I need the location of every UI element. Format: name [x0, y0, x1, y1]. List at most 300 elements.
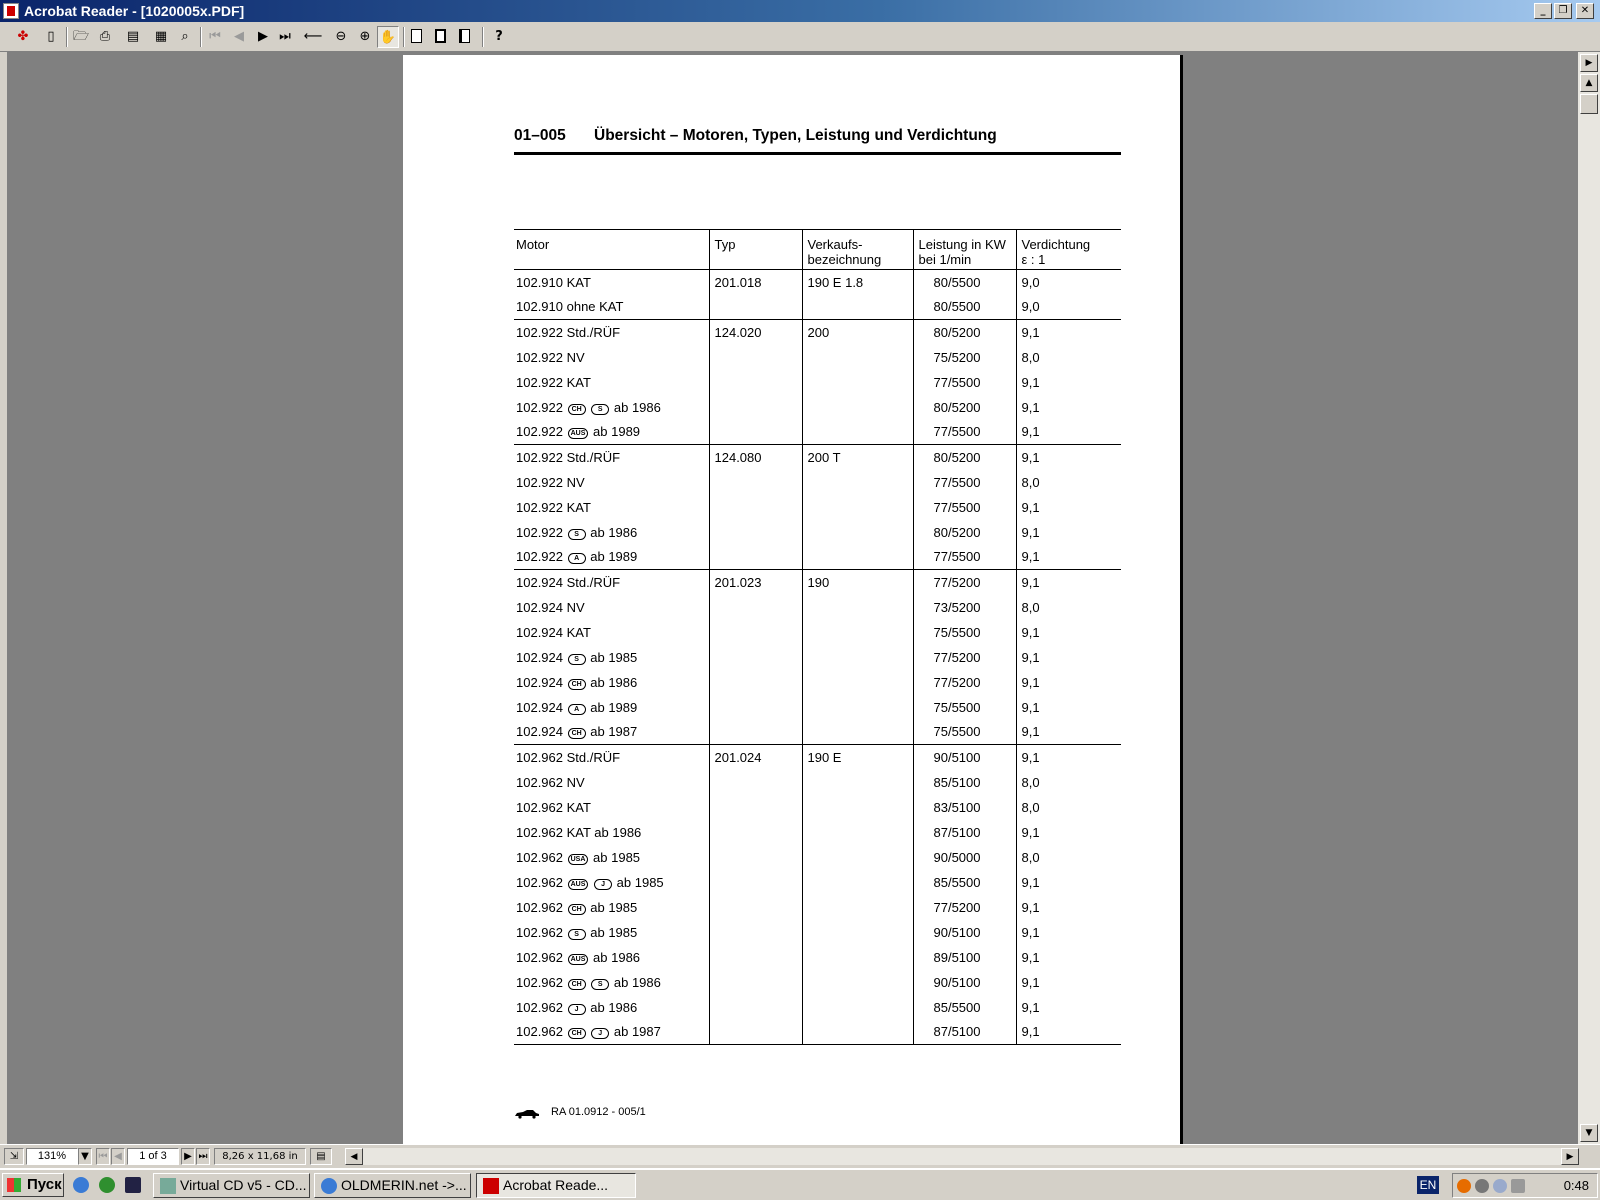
cell-leistung: 77/5500 — [913, 545, 1016, 570]
next-page-icon[interactable]: ▶ — [258, 29, 268, 44]
quicklaunch-browser-icon[interactable] — [99, 1177, 115, 1193]
motor-text: 102.962 Std./RÜF — [516, 749, 621, 765]
cell-leistung: 75/5500 — [913, 695, 1016, 720]
cell-verdichtung: 9,1 — [1016, 1020, 1121, 1045]
cell-verdichtung: 9,1 — [1016, 695, 1121, 720]
cell-verdichtung: 9,1 — [1016, 645, 1121, 670]
expand-pane-icon[interactable]: ▶ — [1580, 54, 1598, 72]
table-row — [514, 920, 1121, 945]
cell-typ — [709, 970, 802, 995]
cell-bezeichnung — [802, 520, 913, 545]
year-suffix: ab 1985 — [590, 649, 638, 665]
motor-text: 102.924 Std./RÜF — [516, 574, 621, 590]
year-suffix: ab 1987 — [613, 1024, 661, 1040]
cell-typ: 201.018 — [709, 270, 802, 295]
table-row — [514, 1020, 1121, 1045]
cell-typ — [709, 770, 802, 795]
tray-app-icon[interactable] — [1475, 1179, 1489, 1193]
cell-motor — [514, 670, 709, 695]
task-label: OLDMERIN.net ->... — [341, 1177, 467, 1193]
table-row — [514, 420, 1121, 445]
country-badge: AUS — [568, 954, 589, 965]
cell-verdichtung: 9,1 — [1016, 945, 1121, 970]
cell-motor — [514, 620, 709, 645]
motor-text: 102.922 — [516, 399, 563, 415]
cell-typ — [709, 420, 802, 445]
cell-verdichtung: 9,1 — [1016, 545, 1121, 570]
year-suffix: ab 1985 — [616, 874, 664, 890]
cell-leistung: 77/5200 — [913, 570, 1016, 595]
cell-verdichtung: 9,1 — [1016, 370, 1121, 395]
country-badge: J — [568, 1004, 586, 1015]
cell-motor — [514, 845, 709, 870]
last-page-icon[interactable]: ⏭ — [279, 29, 291, 44]
table-row — [514, 770, 1121, 795]
language-indicator[interactable]: EN — [1417, 1176, 1439, 1194]
scroll-thumb[interactable] — [1580, 94, 1598, 114]
cell-typ — [709, 720, 802, 745]
motor-text: 102.924 — [516, 724, 563, 740]
car-icon — [514, 1109, 540, 1119]
cell-typ — [709, 645, 802, 670]
quicklaunch-ie-icon[interactable] — [73, 1177, 89, 1193]
cell-typ — [709, 895, 802, 920]
section-code: 01–005 — [514, 127, 566, 144]
table-row — [514, 670, 1121, 695]
table-row — [514, 945, 1121, 970]
country-badge: S — [568, 929, 586, 940]
cell-motor — [514, 995, 709, 1020]
table-row — [514, 745, 1121, 770]
motor-text: 102.922 Std./RÜF — [516, 449, 621, 465]
cell-motor — [514, 345, 709, 370]
engine-table — [514, 229, 1121, 1045]
table-row — [514, 570, 1121, 595]
cell-typ — [709, 695, 802, 720]
previous-page-icon[interactable]: ◀ — [234, 29, 244, 44]
motor-text: 102.910 ohne KAT — [516, 299, 624, 315]
cell-leistung: 85/5500 — [913, 995, 1016, 1020]
year-suffix: ab 1986 — [590, 524, 638, 540]
cell-verdichtung: 9,1 — [1016, 620, 1121, 645]
acrobat-icon — [483, 1178, 499, 1194]
cell-bezeichnung — [802, 370, 913, 395]
cell-verdichtung: 9,1 — [1016, 895, 1121, 920]
toolbar-separator — [403, 27, 405, 47]
first-page-icon[interactable]: ⏮ — [209, 29, 221, 44]
cell-bezeichnung — [802, 545, 913, 570]
cell-bezeichnung: 200 T — [802, 445, 913, 470]
cell-verdichtung: 9,1 — [1016, 570, 1121, 595]
cell-motor — [514, 720, 709, 745]
cell-verdichtung: 9,1 — [1016, 670, 1121, 695]
cell-motor — [514, 595, 709, 620]
column-header-leistung: Leistung in KW bei 1/min — [913, 230, 1016, 270]
cell-leistung: 87/5100 — [913, 820, 1016, 845]
cell-leistung: 77/5200 — [913, 645, 1016, 670]
country-badge: S — [591, 979, 609, 990]
toolbar-separator — [66, 27, 68, 47]
cell-motor — [514, 1020, 709, 1045]
motor-text: 102.962 — [516, 899, 563, 915]
cell-verdichtung: 9,0 — [1016, 295, 1121, 320]
cell-typ — [709, 595, 802, 620]
status-next-page-icon[interactable]: ▶ — [181, 1148, 195, 1165]
status-last-page-icon[interactable]: ⏭ — [196, 1148, 210, 1165]
cell-bezeichnung — [802, 870, 913, 895]
cell-typ: 201.023 — [709, 570, 802, 595]
scroll-down-icon[interactable]: ▼ — [1580, 1124, 1598, 1142]
motor-text: 102.924 — [516, 674, 563, 690]
cell-verdichtung: 9,1 — [1016, 420, 1121, 445]
cell-typ — [709, 395, 802, 420]
fit-page-icon[interactable] — [430, 26, 452, 48]
cell-leistung: 89/5100 — [913, 945, 1016, 970]
motor-text: 102.924 NV — [516, 599, 585, 615]
cell-leistung: 77/5200 — [913, 670, 1016, 695]
cell-verdichtung: 9,1 — [1016, 445, 1121, 470]
status-first-page-icon[interactable]: ⏮ — [96, 1148, 110, 1165]
cell-verdichtung: 9,1 — [1016, 920, 1121, 945]
page-layout-menu-icon[interactable]: ▤ — [310, 1148, 332, 1165]
cell-verdichtung: 9,1 — [1016, 995, 1121, 1020]
page-number-field[interactable]: 1 of 3 — [127, 1148, 179, 1165]
table-row — [514, 995, 1121, 1020]
cell-verdichtung: 9,1 — [1016, 520, 1121, 545]
toolbar-separator — [482, 27, 484, 47]
motor-text: 102.922 NV — [516, 349, 585, 365]
cell-leistung: 75/5500 — [913, 720, 1016, 745]
cell-motor — [514, 745, 709, 770]
system-tray — [1452, 1173, 1598, 1198]
year-suffix: ab 1986 — [613, 399, 661, 415]
navigation-pane-strip[interactable] — [0, 52, 8, 1144]
cell-motor — [514, 445, 709, 470]
table-row — [514, 695, 1121, 720]
cell-typ — [709, 620, 802, 645]
fit-width-icon[interactable] — [454, 26, 476, 48]
table-header-row — [514, 230, 1121, 270]
year-suffix: ab 1986 — [593, 949, 641, 965]
header-rule — [514, 152, 1121, 155]
motor-text: 102.922 KAT — [516, 499, 591, 515]
cell-verdichtung: 9,1 — [1016, 745, 1121, 770]
table-row — [514, 595, 1121, 620]
cell-verdichtung: 8,0 — [1016, 345, 1121, 370]
minimize-button[interactable]: _ — [1534, 3, 1552, 19]
cell-leistung: 77/5500 — [913, 495, 1016, 520]
motor-text: 102.962 KAT — [516, 799, 591, 815]
cell-leistung: 73/5200 — [913, 595, 1016, 620]
acrobat-app-icon[interactable] — [3, 3, 19, 19]
page-title: Übersicht – Motoren, Typen, Leistung und Verdichtung — [594, 127, 997, 144]
table-row — [514, 445, 1121, 470]
actual-size-icon[interactable] — [406, 26, 428, 48]
country-badge: CH — [568, 728, 586, 739]
cell-bezeichnung — [802, 845, 913, 870]
task-acrobat-reader[interactable] — [476, 1173, 636, 1198]
vertical-scrollbar[interactable] — [1578, 52, 1600, 1144]
motor-text: 102.962 — [516, 874, 563, 890]
cell-verdichtung: 8,0 — [1016, 845, 1121, 870]
motor-text: 102.922 NV — [516, 474, 585, 490]
cell-verdichtung: 9,0 — [1016, 270, 1121, 295]
cell-motor — [514, 945, 709, 970]
cell-typ — [709, 870, 802, 895]
cell-verdichtung: 9,1 — [1016, 720, 1121, 745]
cell-typ: 124.080 — [709, 445, 802, 470]
toolbar-separator — [200, 27, 202, 47]
show-navigation-icon[interactable]: ▯ — [47, 29, 55, 44]
cell-leistung: 85/5100 — [913, 770, 1016, 795]
cell-motor — [514, 970, 709, 995]
status-previous-page-icon[interactable]: ◀ — [111, 1148, 125, 1165]
cell-bezeichnung — [802, 895, 913, 920]
clock: 0:48 — [1563, 1178, 1589, 1193]
page-footer-reference: RA 01.0912 - 005/1 — [551, 1106, 646, 1118]
page-layout-icon[interactable]: ⇲ — [4, 1148, 24, 1165]
column-header-motor: Motor — [514, 230, 709, 270]
cell-motor — [514, 270, 709, 295]
cell-typ — [709, 945, 802, 970]
acrobat-logo-icon[interactable]: ✤ — [17, 29, 29, 44]
cell-verdichtung: 9,1 — [1016, 970, 1121, 995]
cell-leistung: 77/5500 — [913, 420, 1016, 445]
motor-text: 102.922 — [516, 549, 563, 565]
motor-text: 102.962 — [516, 1024, 563, 1040]
country-badge: S — [568, 529, 586, 540]
table-row — [514, 470, 1121, 495]
motor-text: 102.962 — [516, 999, 563, 1015]
pdf-page[interactable] — [403, 55, 1183, 1147]
cell-leistung: 75/5500 — [913, 620, 1016, 645]
cell-motor — [514, 370, 709, 395]
open-folder-icon[interactable]: 🗁 — [72, 29, 90, 44]
cell-leistung: 90/5100 — [913, 745, 1016, 770]
cell-motor — [514, 770, 709, 795]
cell-bezeichnung — [802, 495, 913, 520]
cell-leistung: 77/5200 — [913, 895, 1016, 920]
table-row — [514, 520, 1121, 545]
cell-motor — [514, 495, 709, 520]
cell-leistung: 80/5200 — [913, 445, 1016, 470]
table-row — [514, 345, 1121, 370]
cell-typ: 201.024 — [709, 745, 802, 770]
cell-verdichtung: 8,0 — [1016, 595, 1121, 620]
cell-leistung: 80/5200 — [913, 520, 1016, 545]
cell-bezeichnung — [802, 770, 913, 795]
year-suffix: ab 1985 — [593, 849, 641, 865]
cell-typ — [709, 795, 802, 820]
cell-motor — [514, 470, 709, 495]
motor-text: 102.922 — [516, 424, 563, 440]
country-badge: J — [594, 879, 612, 890]
cell-verdichtung: 8,0 — [1016, 470, 1121, 495]
country-badge: USA — [568, 854, 589, 865]
find-icon[interactable]: ⌕ — [181, 29, 189, 44]
cell-bezeichnung — [802, 920, 913, 945]
quicklaunch-app-icon[interactable] — [125, 1177, 141, 1193]
year-suffix: ab 1987 — [590, 724, 638, 740]
cell-verdichtung: 9,1 — [1016, 395, 1121, 420]
cell-motor — [514, 570, 709, 595]
cell-bezeichnung — [802, 420, 913, 445]
cell-verdichtung: 9,1 — [1016, 495, 1121, 520]
cell-bezeichnung: 190 — [802, 570, 913, 595]
cell-typ — [709, 545, 802, 570]
title-bar — [0, 0, 1600, 22]
close-button[interactable]: ✕ — [1576, 3, 1594, 19]
cell-bezeichnung: 190 E — [802, 745, 913, 770]
zoom-out-icon[interactable]: ⊖ — [335, 29, 347, 44]
scroll-up-icon[interactable]: ▲ — [1580, 74, 1598, 92]
cell-motor — [514, 920, 709, 945]
table-row — [514, 895, 1121, 920]
table-row — [514, 820, 1121, 845]
print-icon[interactable]: ⎙ — [99, 29, 111, 44]
tray-volume-icon[interactable] — [1511, 1179, 1525, 1193]
cell-motor — [514, 820, 709, 845]
browser-icon — [321, 1178, 337, 1194]
motor-text: 102.924 KAT — [516, 624, 591, 640]
cell-bezeichnung — [802, 470, 913, 495]
motor-text: 102.924 — [516, 699, 563, 715]
page-size-indicator: 8,26 x 11,68 in — [214, 1148, 306, 1165]
toolbar — [0, 22, 1600, 52]
cell-bezeichnung: 200 — [802, 320, 913, 345]
zoom-dropdown-icon[interactable]: ▼ — [78, 1148, 92, 1165]
cell-typ — [709, 995, 802, 1020]
cell-verdichtung: 9,1 — [1016, 820, 1121, 845]
help-icon[interactable]: ? — [495, 29, 503, 44]
tray-antivirus-icon[interactable] — [1457, 1179, 1471, 1193]
cell-bezeichnung — [802, 820, 913, 845]
table-row — [514, 645, 1121, 670]
motor-text: 102.922 — [516, 524, 563, 540]
cell-motor — [514, 545, 709, 570]
go-back-icon[interactable]: ⟵ — [303, 29, 323, 44]
scroll-right-icon[interactable]: ▶ — [1561, 1148, 1579, 1165]
cell-leistung: 83/5100 — [913, 795, 1016, 820]
table-row — [514, 620, 1121, 645]
country-badge: CH — [568, 979, 586, 990]
cell-leistung: 90/5000 — [913, 845, 1016, 870]
motor-text: 102.962 NV — [516, 774, 585, 790]
motor-text: 102.910 KAT — [516, 274, 591, 290]
column-header-typ: Typ — [709, 230, 802, 270]
year-suffix: ab 1985 — [590, 924, 638, 940]
cell-leistung: 77/5500 — [913, 470, 1016, 495]
table-row — [514, 845, 1121, 870]
start-label: Пуск — [27, 1176, 62, 1193]
country-badge: AUS — [568, 428, 589, 439]
cell-leistung: 80/5200 — [913, 395, 1016, 420]
motor-text: 102.962 — [516, 949, 563, 965]
cell-typ — [709, 1020, 802, 1045]
cell-motor — [514, 320, 709, 345]
cell-bezeichnung — [802, 945, 913, 970]
bookmarks-icon[interactable]: ▦ — [154, 29, 168, 44]
status-bar — [0, 1144, 1600, 1168]
cell-verdichtung: 9,1 — [1016, 320, 1121, 345]
cell-motor — [514, 870, 709, 895]
country-badge: A — [568, 553, 586, 564]
cell-motor — [514, 695, 709, 720]
cell-leistung: 87/5100 — [913, 1020, 1016, 1045]
scroll-left-icon[interactable]: ◀ — [345, 1148, 363, 1165]
virtual-cd-icon — [160, 1178, 176, 1194]
cell-typ — [709, 820, 802, 845]
task-oldmerin[interactable] — [314, 1173, 471, 1198]
cell-leistung: 80/5500 — [913, 295, 1016, 320]
country-badge: J — [591, 1028, 609, 1039]
cell-typ: 124.020 — [709, 320, 802, 345]
country-badge: S — [568, 654, 586, 665]
cell-bezeichnung — [802, 970, 913, 995]
motor-text: 102.922 KAT — [516, 374, 591, 390]
zoom-level-field[interactable]: 131% — [26, 1148, 78, 1165]
cell-bezeichnung — [802, 645, 913, 670]
cell-typ — [709, 495, 802, 520]
year-suffix: ab 1986 — [613, 974, 661, 990]
country-badge: CH — [568, 1028, 586, 1039]
year-suffix: ab 1989 — [593, 424, 641, 440]
motor-text: 102.962 — [516, 924, 563, 940]
year-suffix: ab 1989 — [590, 699, 638, 715]
cell-motor — [514, 295, 709, 320]
cell-verdichtung: 8,0 — [1016, 770, 1121, 795]
zoom-in-icon[interactable]: ⊕ — [359, 29, 371, 44]
table-body — [514, 270, 1121, 1045]
country-badge: AUS — [568, 879, 589, 890]
cell-bezeichnung — [802, 1020, 913, 1045]
cell-leistung: 75/5200 — [913, 345, 1016, 370]
cell-bezeichnung — [802, 395, 913, 420]
table-row — [514, 795, 1121, 820]
motor-text: 102.962 — [516, 974, 563, 990]
country-badge: CH — [568, 904, 586, 915]
cell-motor — [514, 395, 709, 420]
year-suffix: ab 1986 — [590, 999, 638, 1015]
cell-typ — [709, 470, 802, 495]
cell-motor — [514, 895, 709, 920]
table-row — [514, 295, 1121, 320]
hand-tool-icon[interactable]: ✋ — [377, 26, 399, 48]
start-button[interactable] — [2, 1173, 64, 1197]
cell-typ — [709, 370, 802, 395]
horizontal-scrollbar[interactable] — [345, 1148, 1579, 1165]
cell-motor — [514, 795, 709, 820]
cell-bezeichnung — [802, 695, 913, 720]
cell-bezeichnung: 190 E 1.8 — [802, 270, 913, 295]
cell-bezeichnung — [802, 720, 913, 745]
cell-typ — [709, 345, 802, 370]
table-row — [514, 720, 1121, 745]
tray-network-icon[interactable] — [1493, 1179, 1507, 1193]
motor-text: 102.962 KAT ab 1986 — [516, 824, 642, 840]
cell-typ — [709, 520, 802, 545]
cell-leistung: 77/5500 — [913, 370, 1016, 395]
window-title: Acrobat Reader - [1020005x.PDF] — [24, 3, 245, 19]
thumbnails-icon[interactable]: ▤ — [126, 29, 140, 44]
cell-bezeichnung — [802, 670, 913, 695]
table-row — [514, 970, 1121, 995]
restore-button[interactable]: ❐ — [1554, 3, 1572, 19]
motor-text: 102.922 Std./RÜF — [516, 324, 621, 340]
cell-motor — [514, 420, 709, 445]
task-virtual-cd[interactable] — [153, 1173, 310, 1198]
task-label: Virtual CD v5 - CD... — [180, 1177, 307, 1193]
